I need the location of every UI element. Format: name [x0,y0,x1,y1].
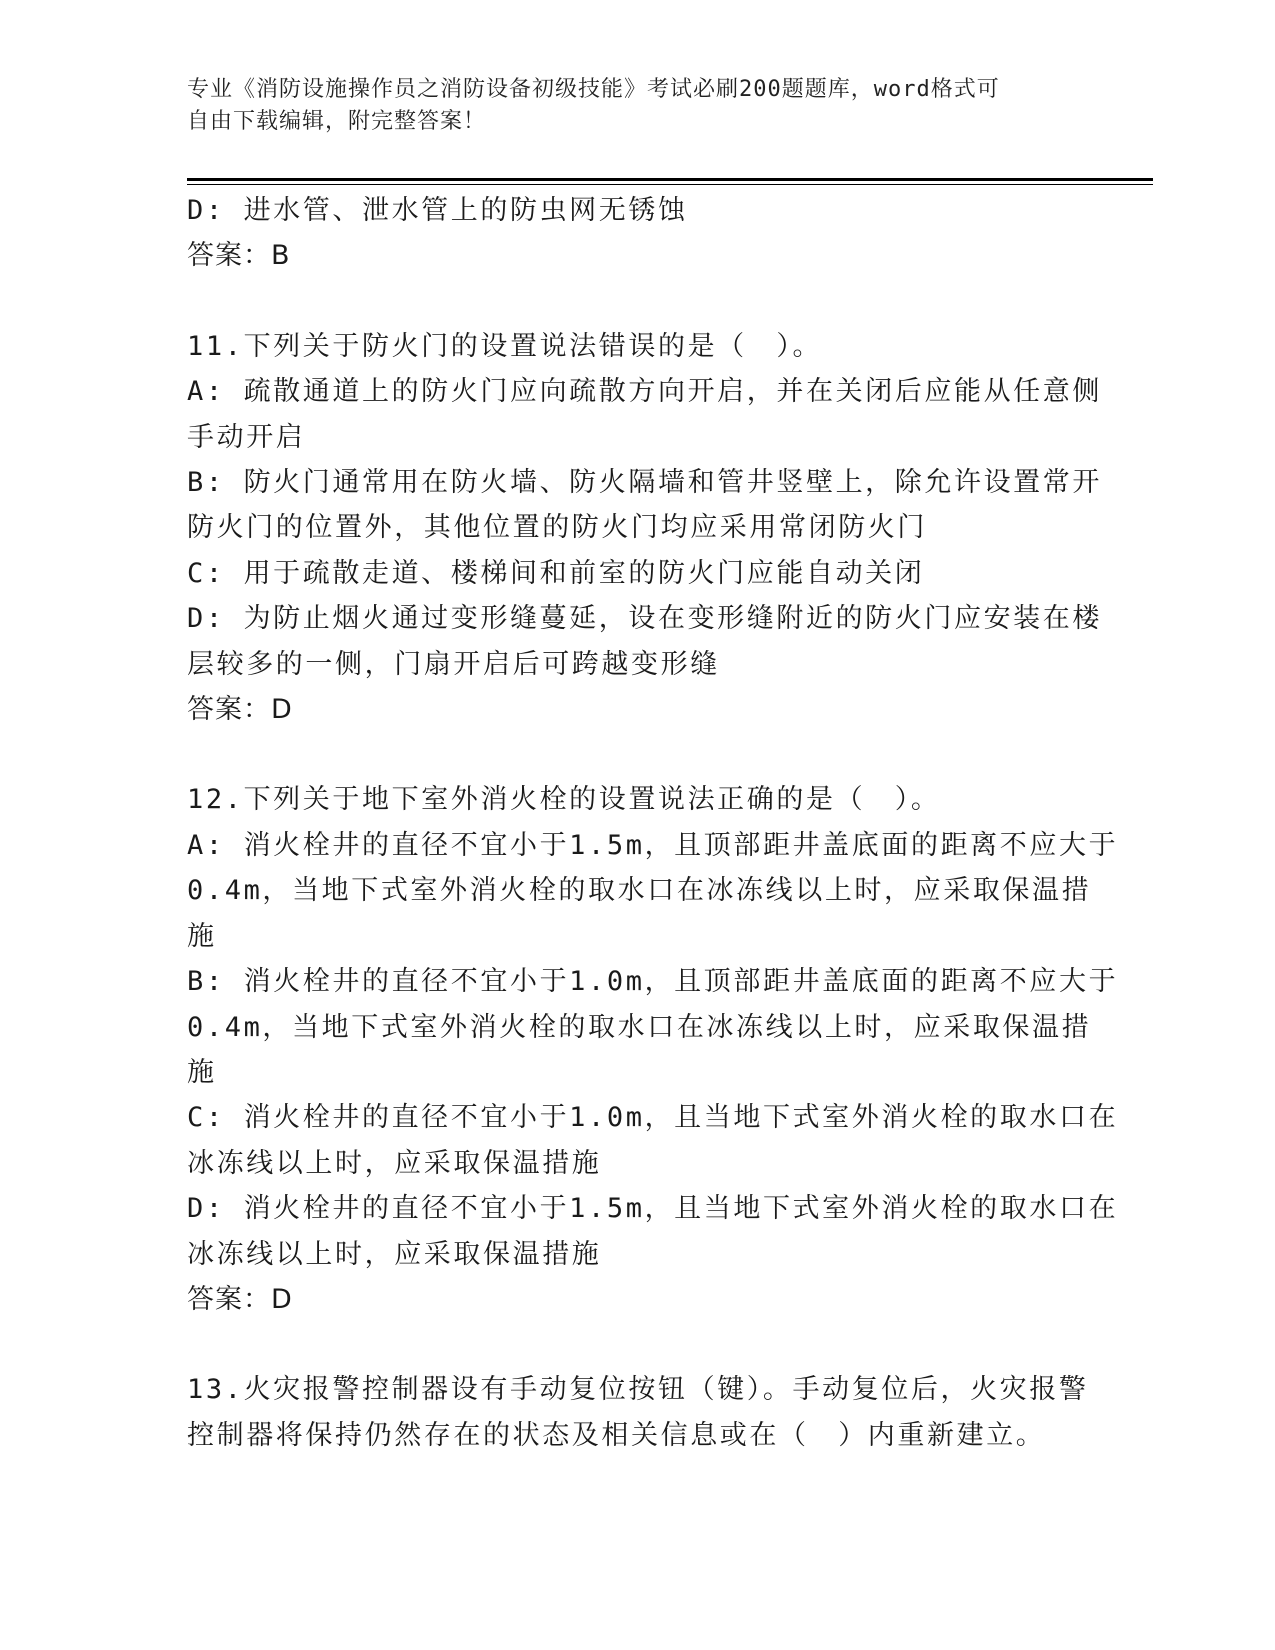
question-stem: 12.下列关于地下室外消火栓的设置说法正确的是（ ）。 [187,784,941,816]
option-a: A: 消火栓井的直径不宜小于1.5m，且顶部距井盖底面的距离不应大于 [187,829,1119,861]
option-a-cont: 0.4m，当地下式室外消火栓的取水口在冰冻线以上时，应采取保温措 [187,875,1092,907]
question-13 [187,1367,1089,1458]
option-b: B: 防火门通常用在防火墙、防火隔墙和管井竖壁上，除允许设置常开 [187,467,1102,499]
header-line-2: 自由下载编辑，附完整答案！ [187,109,487,134]
option-d: D: 进水管、泄水管上的防虫网无锈蚀 [187,195,688,226]
option-c-cont: 冰冻线以上时，应采取保温措施 [187,1147,602,1179]
question-12 [187,777,1119,1322]
header-rule-thick [187,178,1153,181]
option-c: C: 消火栓井的直径不宜小于1.0m，且当地下式室外消火栓的取水口在 [187,1102,1119,1134]
question-stem: 13.火灾报警控制器设有手动复位按钮（键）。手动复位后，火灾报警 [187,1374,1089,1406]
option-d: D: 消火栓井的直径不宜小于1.5m，且当地下式室外消火栓的取水口在 [187,1193,1119,1225]
page-header [187,74,1067,138]
answer-label: 答案：B [187,240,291,272]
option-d-cont: 层较多的一侧，门扇开启后可跨越变形缝 [187,648,720,680]
option-c: C: 用于疏散走道、楼梯间和前室的防火门应能自动关闭 [187,557,925,589]
option-a-cont: 手动开启 [187,421,306,453]
question-stem-cont: 控制器将保持仍然存在的状态及相关信息或在（ ）内重新建立。 [187,1419,1046,1451]
header-rule-thin [187,184,1153,185]
option-b-cont-2: 施 [187,1056,217,1088]
option-b-cont: 0.4m，当地下式室外消火栓的取水口在冰冻线以上时，应采取保温措 [187,1011,1092,1043]
option-a: A: 疏散通道上的防火门应向疏散方向开启，并在关闭后应能从任意侧 [187,376,1102,408]
question-10-tail [187,188,1077,279]
option-b: B: 消火栓井的直径不宜小于1.0m，且顶部距井盖底面的距离不应大于 [187,966,1119,998]
exam-content [187,188,1119,1458]
question-11 [187,324,1102,733]
option-d-cont: 冰冻线以上时，应采取保温措施 [187,1238,602,1270]
option-d: D: 为防止烟火通过变形缝蔓延，设在变形缝附近的防火门应安装在楼 [187,603,1102,635]
option-a-cont-2: 施 [187,920,217,952]
header-line-1: 专业《消防设施操作员之消防设备初级技能》考试必刷200题题库，word格式可 [187,77,1000,102]
answer-label: 答案：D [187,694,293,726]
option-b-cont: 防火门的位置外，其他位置的防火门均应采用常闭防火门 [187,512,927,544]
question-stem: 11.下列关于防火门的设置说法错误的是（ ）。 [187,330,823,362]
answer-label: 答案：D [187,1283,293,1315]
